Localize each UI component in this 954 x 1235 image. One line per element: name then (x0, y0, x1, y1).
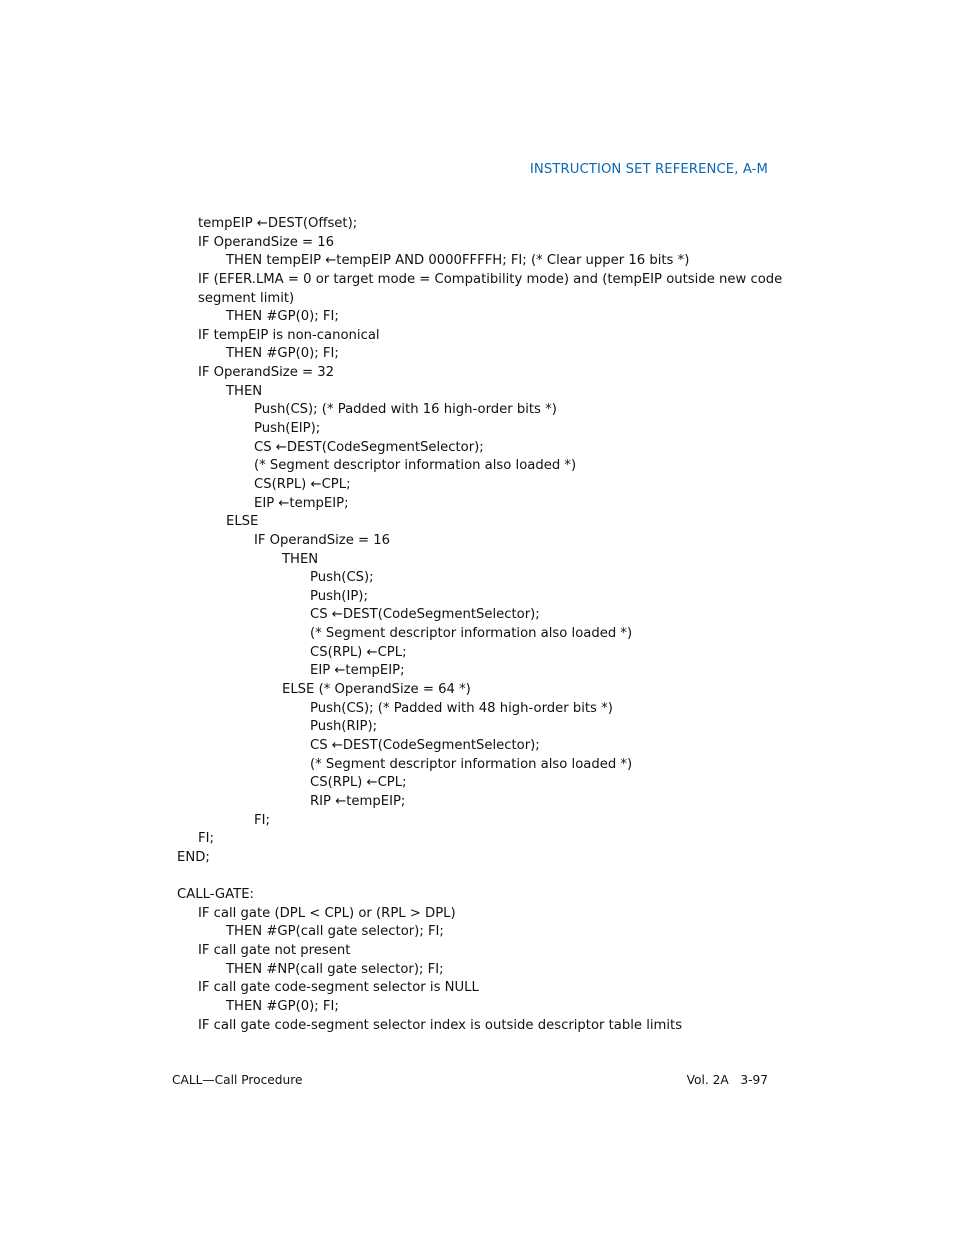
page-header-title: INSTRUCTION SET REFERENCE, A-M (529, 162, 768, 177)
code-line: ELSE (226, 514, 259, 530)
code-line: THEN #GP(0); FI; (226, 998, 339, 1014)
code-line: THEN #GP(0); FI; (226, 346, 339, 362)
code-line: EIP ←tempEIP; (310, 663, 405, 679)
footer-section-title: CALL—Call Procedure (172, 1073, 303, 1087)
code-line: (* Segment descriptor information also loaded *) (310, 626, 633, 642)
code-line: (* Segment descriptor information also loaded *) (254, 458, 577, 474)
code-line: Push(CS); (310, 570, 374, 586)
code-line (177, 867, 777, 886)
code-line: THEN #GP(0); FI; (226, 309, 339, 325)
code-line: IF OperandSize = 16 (254, 532, 391, 548)
code-line: IF tempEIP is non-canonical (198, 327, 380, 343)
code-line: FI; (254, 812, 270, 828)
code-line: THEN (226, 383, 263, 399)
code-line: Push(IP); (310, 588, 368, 604)
code-line: EIP ←tempEIP; (254, 495, 349, 511)
code-line: IF (EFER.LMA = 0 or target mode = Compatibility mode) and (tempEIP outside new code (198, 271, 783, 287)
code-line: FI; (198, 831, 214, 847)
code-line: ELSE (* OperandSize = 64 *) (282, 682, 471, 698)
code-line: Push(EIP); (254, 421, 321, 437)
code-line: IF call gate not present (198, 942, 351, 958)
code-line: CS ←DEST(CodeSegmentSelector); (254, 439, 484, 455)
code-line: Push(CS); (* Padded with 16 high-order bits *) (254, 402, 557, 418)
code-line: THEN #GP(call gate selector); FI; (226, 924, 444, 940)
code-line: CS ←DEST(CodeSegmentSelector); (310, 607, 540, 623)
code-line: THEN #NP(call gate selector); FI; (226, 961, 444, 977)
code-line: Push(RIP); (310, 719, 378, 735)
code-line: IF call gate (DPL < CPL) or (RPL > DPL) (198, 905, 456, 921)
code-line: tempEIP ←DEST(Offset); (198, 216, 358, 231)
code-line: CS(RPL) ←CPL; (310, 775, 407, 791)
code-line: IF OperandSize = 16 (198, 234, 335, 250)
code-line: CS ←DEST(CodeSegmentSelector); (310, 737, 540, 753)
pseudocode-block (177, 215, 783, 1035)
code-line: THEN tempEIP ←tempEIP AND 0000FFFFH; FI; (* Clear upper 16 bits *) (226, 253, 690, 269)
code-line: segment limit) (198, 290, 295, 306)
code-line: IF call gate code-segment selector index is outside descriptor table limits (198, 1017, 683, 1033)
code-line: CS(RPL) ←CPL; (254, 476, 351, 492)
code-line: CS(RPL) ←CPL; (310, 644, 407, 660)
code-line: IF call gate code-segment selector is NULL (198, 980, 479, 996)
code-line: END; (177, 849, 210, 865)
code-line: CALL-GATE: (177, 887, 254, 903)
code-line: IF OperandSize = 32 (198, 365, 335, 381)
code-line: (* Segment descriptor information also loaded *) (310, 756, 633, 772)
code-line: THEN (282, 551, 319, 567)
code-line: Push(CS); (* Padded with 48 high-order bits *) (310, 700, 613, 716)
code-line: RIP ←tempEIP; (310, 793, 406, 809)
footer-page-number: Vol. 2A 3-97 (686, 1073, 768, 1087)
